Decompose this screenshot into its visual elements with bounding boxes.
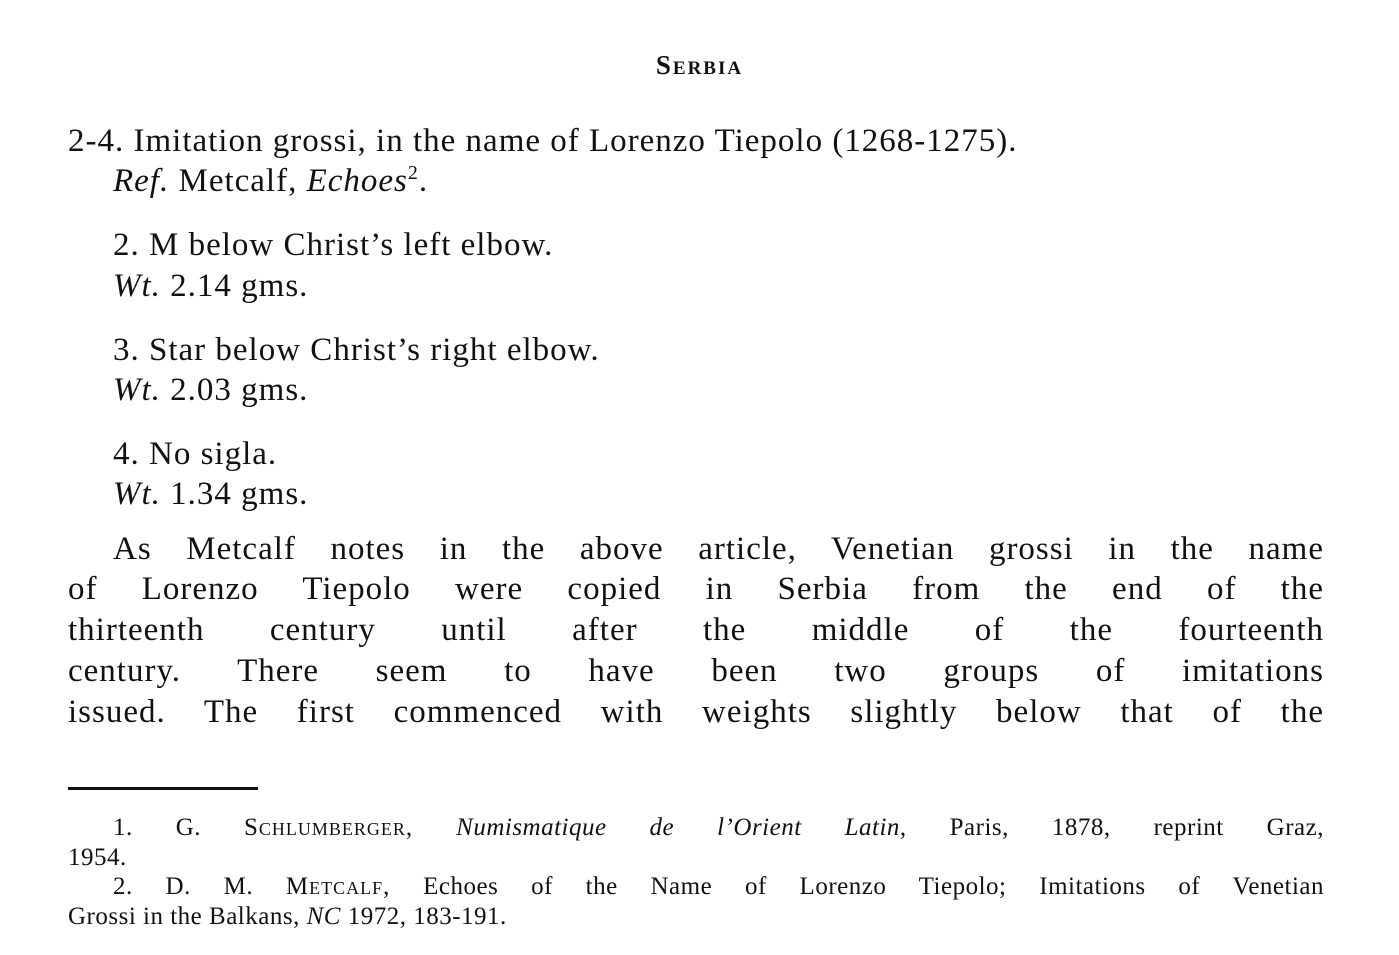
ref-author: Metcalf, bbox=[178, 163, 298, 199]
entry-title: 2-4. Imitation grossi, in the name of Lorenzo Tiepolo (1268-1275). bbox=[68, 123, 1018, 159]
item-weight bbox=[113, 370, 308, 410]
footnote-details: , Paris, 1878, reprint Graz, bbox=[899, 814, 1324, 841]
footnote-author: Metcalf, bbox=[285, 873, 391, 900]
weight-label: Wt. bbox=[113, 476, 161, 512]
item-weight bbox=[113, 474, 308, 514]
ref-footnote-marker: 2 bbox=[407, 162, 419, 184]
footnote-details: Grossi in the Balkans, bbox=[68, 903, 300, 930]
paragraph-line: century. There seem to have been two groups of imitations bbox=[68, 653, 1324, 689]
item-description: 3. Star below Christ’s right elbow. bbox=[113, 332, 600, 368]
weight-value: 2.14 gms. bbox=[170, 268, 309, 304]
footnote-number: 2. D. M. bbox=[113, 873, 254, 900]
footnote-author: Schlumberger, bbox=[244, 814, 414, 841]
paragraph-line: As Metcalf notes in the above article, Venetian grossi in the name bbox=[113, 531, 1324, 567]
section-heading: Serbia bbox=[655, 50, 744, 80]
ref-label: Ref. bbox=[113, 163, 170, 199]
ref-end: . bbox=[418, 163, 429, 199]
footnote-1-continued: 1954. bbox=[68, 844, 127, 871]
entry-reference bbox=[113, 161, 428, 201]
item-description: 2. M below Christ’s left elbow. bbox=[113, 227, 554, 263]
item-description: 4. No sigla. bbox=[113, 436, 278, 472]
weight-value: 1.34 gms. bbox=[170, 476, 309, 512]
paragraph-line: of Lorenzo Tiepolo were copied in Serbia from the end of the bbox=[68, 571, 1324, 607]
footnote-work: Numismatique de l’Orient Latin bbox=[456, 814, 900, 841]
weight-value: 2.03 gms. bbox=[170, 372, 309, 408]
item-weight bbox=[113, 266, 308, 306]
footnote-2 bbox=[113, 872, 1324, 902]
footnote-2-continued bbox=[68, 902, 1324, 932]
footnote-number: 1. G. bbox=[113, 814, 202, 841]
ref-work: Echoes bbox=[306, 163, 408, 199]
footnote-journal: NC bbox=[306, 903, 341, 930]
footnote-details: 1972, 183-191. bbox=[347, 903, 507, 930]
footnote-rule bbox=[68, 787, 258, 790]
weight-label: Wt. bbox=[113, 268, 161, 304]
weight-label: Wt. bbox=[113, 372, 161, 408]
paragraph-line: thirteenth century until after the middle of the fourteenth bbox=[68, 612, 1324, 648]
paragraph-line: issued. The first commenced with weights slightly below that of the bbox=[68, 694, 1324, 730]
footnote-details: Echoes of the Name of Lorenzo Tiepolo; Imitations of Venetian bbox=[423, 873, 1325, 900]
footnote-1 bbox=[113, 813, 1324, 843]
